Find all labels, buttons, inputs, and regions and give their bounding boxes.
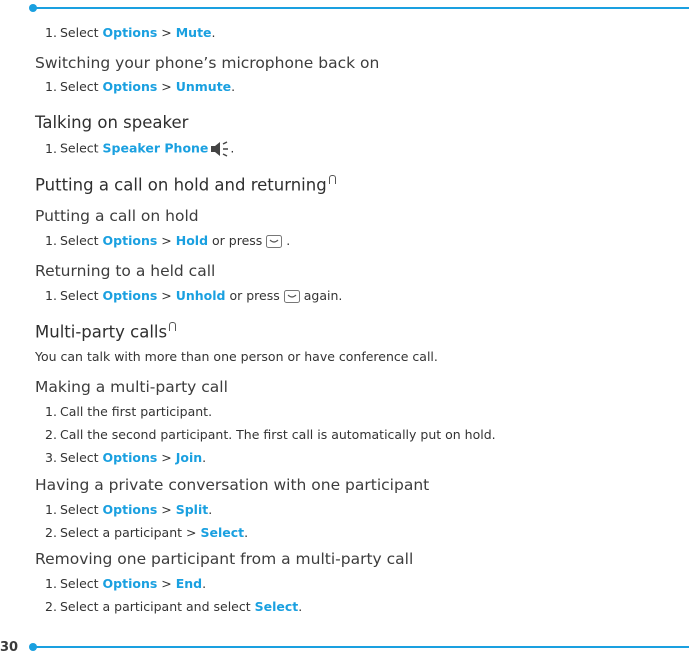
bottom-rule bbox=[33, 646, 689, 648]
options-keyword: Options bbox=[102, 25, 158, 40]
hold-section-heading: Putting a call on hold and returning bbox=[35, 175, 336, 195]
split-keyword: Split bbox=[175, 502, 209, 517]
private-step-1: 1. Select Options > Split. bbox=[45, 502, 213, 517]
join-keyword: Join bbox=[175, 450, 203, 465]
making-step-1: 1. Call the first participant. bbox=[45, 404, 213, 419]
private-step-2: 2. Select a participant > Select. bbox=[45, 525, 249, 540]
multi-party-intro: You can talk with more than one person or have conference call. bbox=[35, 349, 438, 364]
making-heading: Making a multi-party call bbox=[35, 378, 228, 396]
end-keyword: End bbox=[175, 576, 203, 591]
speaker-heading: Talking on speaker bbox=[35, 113, 189, 132]
unhold-step: 1. Select Options > Unhold or press again. bbox=[45, 288, 343, 303]
removing-step-1: 1. Select Options > End. bbox=[45, 576, 207, 591]
unmute-keyword: Unmute bbox=[175, 79, 232, 94]
making-step-3: 3. Select Options > Join. bbox=[45, 450, 207, 465]
speaker-phone-keyword: Speaker Phone bbox=[102, 140, 209, 156]
select-keyword: Select bbox=[254, 599, 299, 614]
hold-step: 1. Select Options > Hold or press . bbox=[45, 233, 291, 248]
send-key-icon bbox=[266, 235, 282, 248]
unmute-step: 1. Select Options > Unmute. bbox=[45, 79, 236, 94]
select-keyword: Select bbox=[200, 525, 245, 540]
page-number: 30 bbox=[0, 640, 19, 655]
making-step-2: 2. Call the second participant. The first call is automatically put on hold. bbox=[45, 427, 496, 442]
mute-step: 1. Select Options > Mute. bbox=[45, 25, 216, 40]
multi-party-heading: Multi-party calls bbox=[35, 322, 176, 342]
removing-step-2: 2. Select a participant and select Select. bbox=[45, 599, 303, 614]
top-rule bbox=[33, 7, 689, 9]
unhold-keyword: Unhold bbox=[175, 288, 226, 303]
speaker-icon bbox=[210, 140, 230, 158]
speaker-step: 1. Select Speaker Phone . bbox=[45, 140, 234, 158]
hold-keyword: Hold bbox=[175, 233, 209, 248]
note-icon bbox=[169, 322, 176, 331]
hold-heading: Putting a call on hold bbox=[35, 207, 199, 225]
send-key-icon bbox=[284, 290, 300, 303]
note-icon bbox=[329, 175, 336, 184]
mic-on-heading: Switching your phone’s microphone back on bbox=[35, 54, 380, 72]
private-heading: Having a private conversation with one participant bbox=[35, 476, 430, 494]
mute-keyword: Mute bbox=[175, 25, 212, 40]
removing-heading: Removing one participant from a multi-party call bbox=[35, 550, 414, 568]
held-heading: Returning to a held call bbox=[35, 262, 216, 280]
